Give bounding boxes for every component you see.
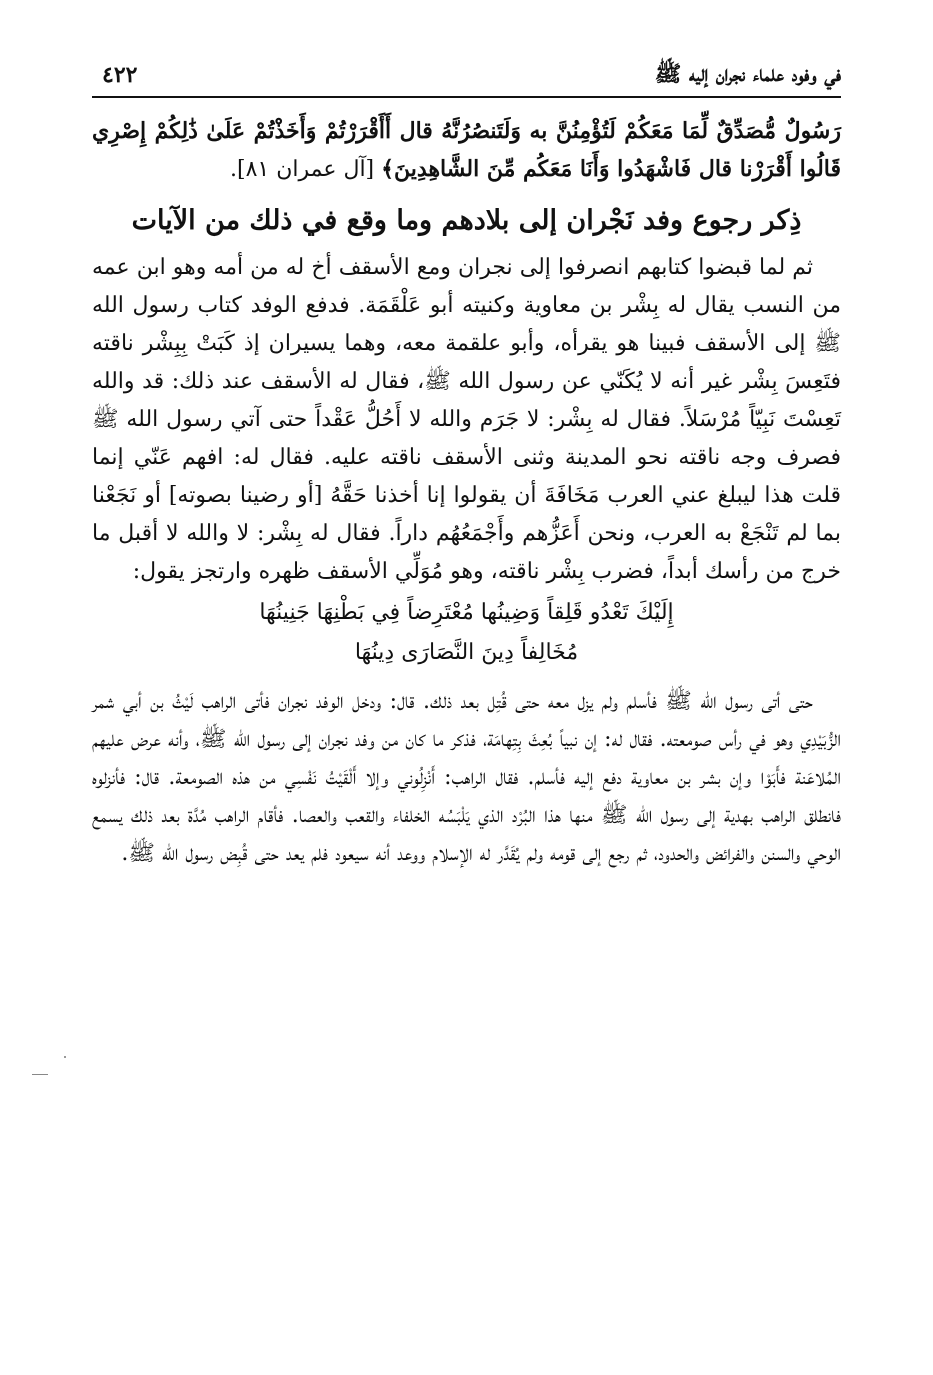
verse-text: رَسُولٌ مُّصَدِّقٌ لِّمَا مَعَكُمْ لَتُؤْمِنُنَّ به وَلَتَنصُرُنَّهُ قال أَأَقْرَرْتُمْ وَأَخَذْتُمْ عَلَىٰ ذَٰلِكُمْ إِصْرِي قَالُوا أَقْرَرْنا قال فَاشْهَدُوا وَأَنَا مَعَكُم مِّنَ الشَّاهِدِينَ﴾ bbox=[92, 118, 841, 182]
scan-speck bbox=[64, 1056, 66, 1058]
page-header bbox=[92, 56, 841, 98]
verse-reference: [آل عمران ٨١]. bbox=[230, 157, 382, 182]
poem bbox=[92, 593, 841, 673]
page-number: ٤٢٢ bbox=[102, 62, 138, 88]
page-body bbox=[92, 112, 841, 873]
scan-mark bbox=[32, 1074, 48, 1075]
poem-line-2: مُخَالِفاً دِينَ النَّصَارَى دِينُهَا bbox=[354, 640, 579, 665]
paragraph-2: حتى أتى رسول الله ﷺ فأسلم ولم يزل معه حتى قُتِل بعد ذلك. قال: ودخل الوفد نجران فأتى الراهب لَيْثُ بن أبي شمر الزُّبَيْدِي وهو في رأس صومعته. فقال له: إن نبياً بُعِثَ بِتِهامَة، فذكر ما كان من وفد نجران إلى رسول الله ﷺ، وأنه عرض عليهم المُلاعَنة فأَبَوْا وإن بشر بن معاوية دفع إليه فأسلم. فقال الراهب: أَنْزِلُوني وإلا أَلْقَيْتُ نَفْسِي من هذه الصومعة. قال: فأنزلوه فانطلق الراهب بهدية إلى رسول الله ﷺ منها هذا البُرْد الذي يَلْبَسُه الخلفاء والقعب والعصا. فأقام الراهب مُدَّة بعد ذلك يسمع الوحي والسنن والفرائض والحدود، ثم رجع إلى قومه ولم يُقَدَّر له الإسلام ووعد أنه سيعود فلم يعد حتى قُبِض رسول الله ﷺ. bbox=[92, 689, 841, 866]
running-title: في وفود علماء نجران إليه ﷺ bbox=[654, 61, 841, 87]
poem-line-1: إِلَيْكَ تَعْدُو قَلِقاً وَضِينُها مُعْتَرِضاً فِي بَطْنِهَا جَنِينُهَا bbox=[259, 600, 674, 625]
quran-verse bbox=[92, 112, 841, 189]
paragraph-1: ثم لما قبضوا كتابهم انصرفوا إلى نجران ومع الأسقف أخ له من أمه وهو ابن عمه من النسب يقال له بِشْر بن معاوية وكنيته أبو عَلْقَمَة. فدفع الوفد كتاب رسول الله ﷺ إلى الأسقف فبينا هو يقرأه، وأبو علقمة معه، وهما يسيران إذ كَبَتْ بِبِشْر ناقته فتَعِسَ بِشْر غير أنه لا يُكَنّي عن رسول الله ﷺ، فقال له الأسقف عند ذلك: قد والله تَعِسْتَ نَبِيّاً مُرْسَلاً. فقال له بِشْر: لا جَرَم والله لا أَحُلُّ عَقْداً حتى آتي رسول الله ﷺ فصرف وجه ناقته نحو المدينة وثنى الأسقف ناقته عليه. فقال له: افهم عَنّي إنما قلت هذا ليبلغ عني العرب مَخَافَةَ أن يقولوا إنا أخذنا حَقَّهُ [أو رضينا بصوته] أو نَجَعْنا بما لم تَنْجَعْ به العرب، ونحن أَعَزُّهم وأَجْمَعُهُم داراً. فقال له بِشْر: لا والله لا أقبل ما خرج من رأسك أبداً، فضرب بِشْر ناقته، وهو مُوَلِّي الأسقف ظهره وارتجز يقول: bbox=[92, 255, 841, 584]
section-heading: ذِكر رجوع وفد نَجْران إلى بلادهم وما وقع في ذلك من الآيات bbox=[131, 205, 802, 236]
